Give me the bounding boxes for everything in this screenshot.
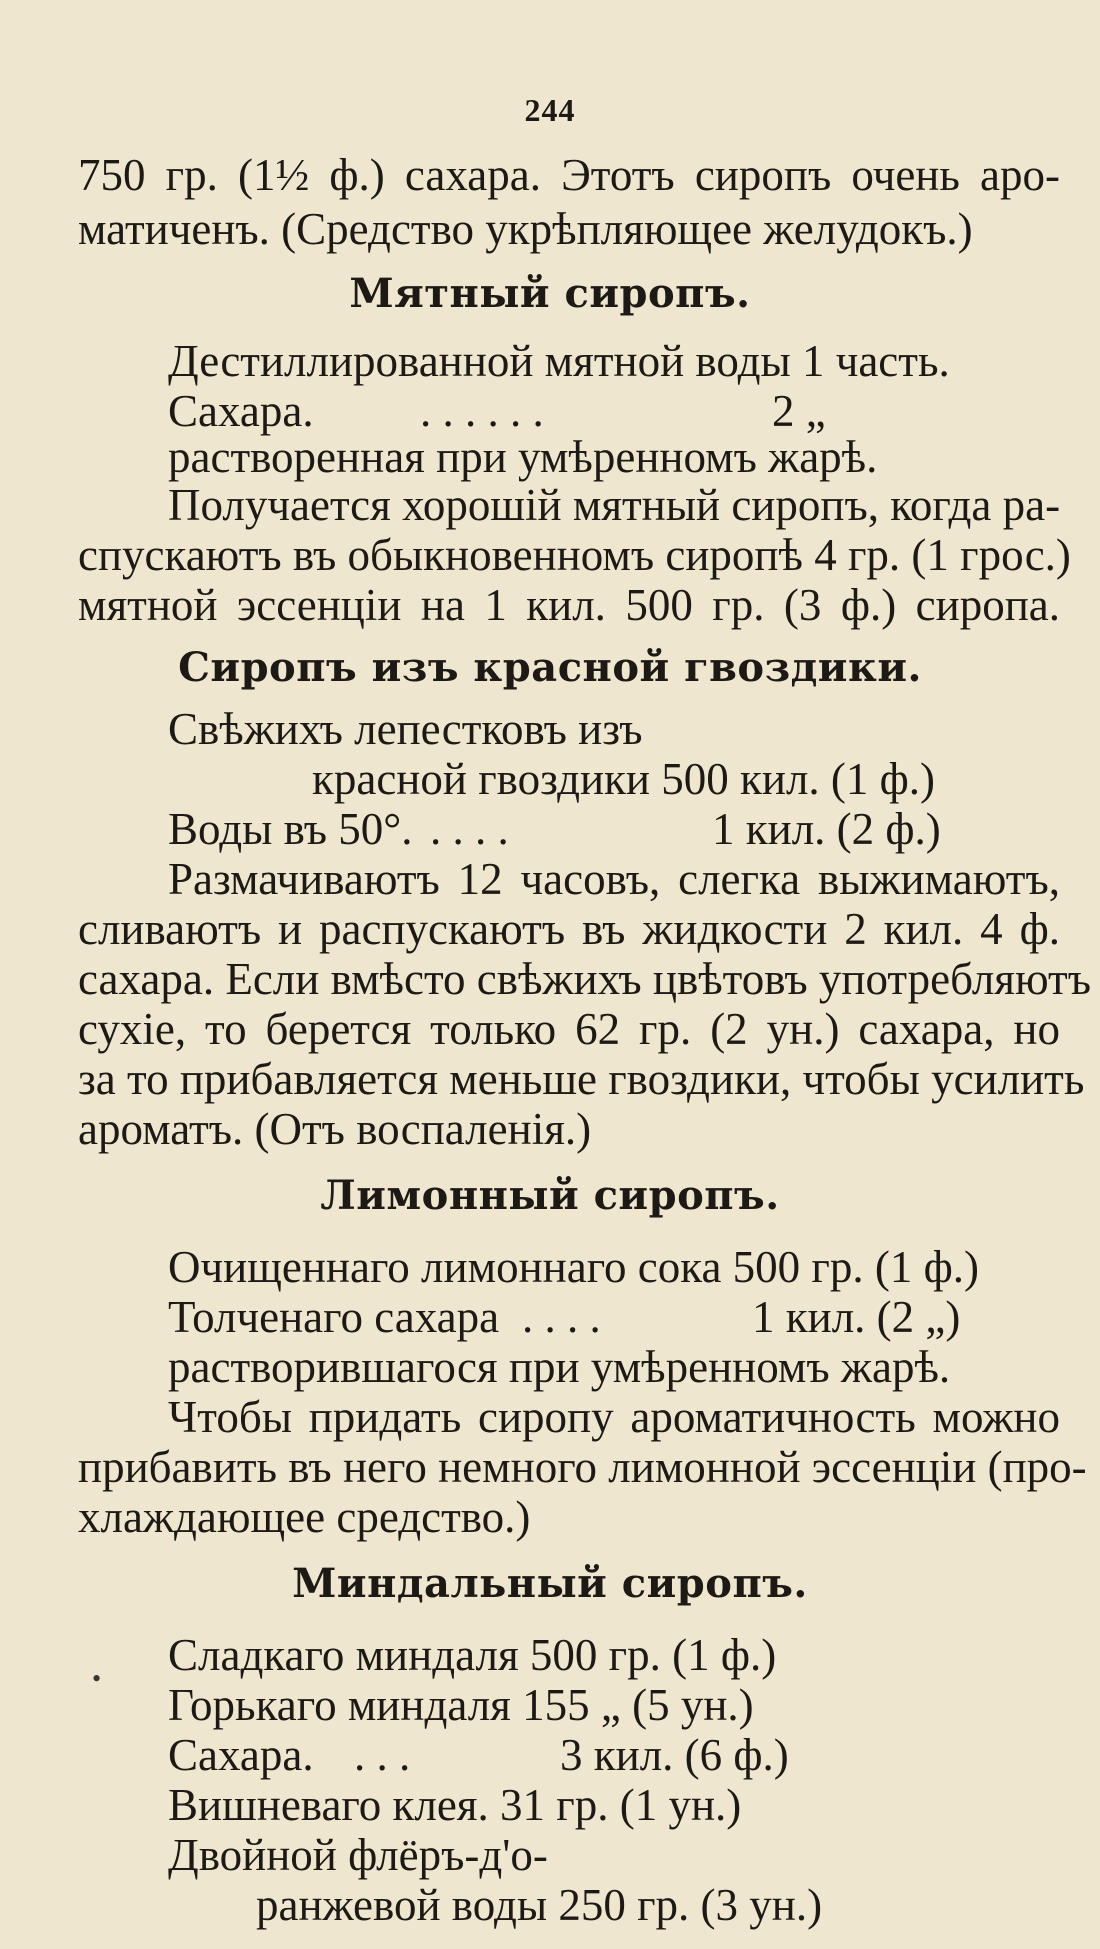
carnation-ingredient-2-qty: 1 кил. (2 ф.) bbox=[712, 804, 941, 854]
mint-ingredient-2-dots: . . . . . . bbox=[420, 386, 544, 436]
carnation-paragraph-line-3: сахара. Если вмѣсто свѣжихъ цвѣтовъ употребляютъ bbox=[78, 954, 1091, 1004]
lemon-paragraph-line-2: прибавить въ него немного лимонной эссенціи (про- bbox=[78, 1442, 1087, 1492]
mint-paragraph-line-2: спускаютъ въ обыкновенномъ сиропѣ 4 гр. (1 грос.) bbox=[78, 530, 1071, 580]
almond-ingredient-1: Сладкаго миндаля 500 гр. (1 ф.) bbox=[168, 1630, 777, 1680]
lemon-ingredient-2-name: Толченаго сахара bbox=[168, 1292, 500, 1342]
lemon-ingredient-3: растворившагося при умѣренномъ жарѣ. bbox=[168, 1342, 951, 1392]
carnation-ingredient-1-cont: красной гвоздики 500 кил. (1 ф.) bbox=[312, 754, 936, 804]
lemon-paragraph-line-3: хлаждающее средство.) bbox=[78, 1492, 531, 1542]
margin-mark: • bbox=[92, 1664, 102, 1693]
almond-ingredient-3-name: Сахара. bbox=[168, 1730, 314, 1780]
heading-lemon-syrup: Лимонный сиропъ. bbox=[320, 1172, 780, 1219]
intro-line-2: матиченъ. (Средство укрѣпляющее желудокъ.) bbox=[78, 204, 973, 254]
carnation-paragraph-line-4: сухіе, то берется только 62 гр. (2 ун.) сахара, но bbox=[78, 1004, 1060, 1054]
heading-carnation-syrup: Сиропъ изъ красной гвоздики. bbox=[178, 644, 922, 691]
almond-ingredient-5: Двойной флёръ-д'о- bbox=[168, 1830, 548, 1880]
mint-ingredient-2-qty: 2 „ bbox=[772, 386, 826, 436]
mint-ingredient-1: Дестиллированной мятной воды 1 часть. bbox=[168, 336, 950, 386]
mint-ingredient-3: растворенная при умѣренномъ жарѣ. bbox=[168, 432, 878, 482]
carnation-paragraph-line-2: сливаютъ и распускаютъ въ жидкости 2 кил. 4 ф. bbox=[78, 904, 1060, 954]
mint-paragraph-line-3: мятной эссенціи на 1 кил. 500 гр. (3 ф.) сиропа. bbox=[78, 580, 1060, 630]
carnation-paragraph-line-1: Размачиваютъ 12 часовъ, слегка выжимаютъ, bbox=[168, 854, 1060, 904]
page-number: 244 bbox=[524, 92, 576, 128]
almond-ingredient-4: Вишневаго клея. 31 гр. (1 ун.) bbox=[168, 1780, 742, 1830]
carnation-ingredient-1: Свѣжихъ лепестковъ изъ bbox=[168, 704, 643, 754]
heading-mint-syrup: Мятный сиропъ. bbox=[349, 270, 751, 317]
carnation-ingredient-2-dots: . . . . bbox=[430, 804, 509, 854]
carnation-paragraph-line-6: ароматъ. (Отъ воспаленія.) bbox=[78, 1104, 592, 1154]
mint-ingredient-2-name: Сахара. bbox=[168, 386, 314, 436]
almond-ingredient-5-cont: ранжевой воды 250 гр. (3 ун.) bbox=[256, 1880, 823, 1930]
carnation-ingredient-2-name: Воды въ 50°. bbox=[168, 804, 413, 854]
carnation-paragraph-line-5: за то прибавляется меньше гвоздики, чтобы усилить bbox=[78, 1054, 1085, 1104]
lemon-ingredient-1: Очищеннаго лимоннаго сока 500 гр. (1 ф.) bbox=[168, 1242, 980, 1292]
intro-line-1: 750 гр. (1½ ф.) сахара. Этотъ сиропъ очень аро- bbox=[78, 150, 1060, 200]
almond-ingredient-3-qty: 3 кил. (6 ф.) bbox=[560, 1730, 789, 1780]
lemon-ingredient-2-dots: . . . . bbox=[522, 1292, 601, 1342]
lemon-paragraph-line-1: Чтобы придать сиропу ароматичность можно bbox=[168, 1392, 1060, 1442]
almond-ingredient-3-dots: . . . bbox=[354, 1730, 411, 1780]
almond-ingredient-2: Горькаго миндаля 155 „ (5 ун.) bbox=[168, 1680, 754, 1730]
lemon-ingredient-2-qty: 1 кил. (2 „) bbox=[752, 1292, 961, 1342]
mint-paragraph-line-1: Получается хорошій мятный сиропъ, когда ра- bbox=[168, 480, 1061, 530]
heading-almond-syrup: Миндальный сиропъ. bbox=[292, 1560, 808, 1607]
